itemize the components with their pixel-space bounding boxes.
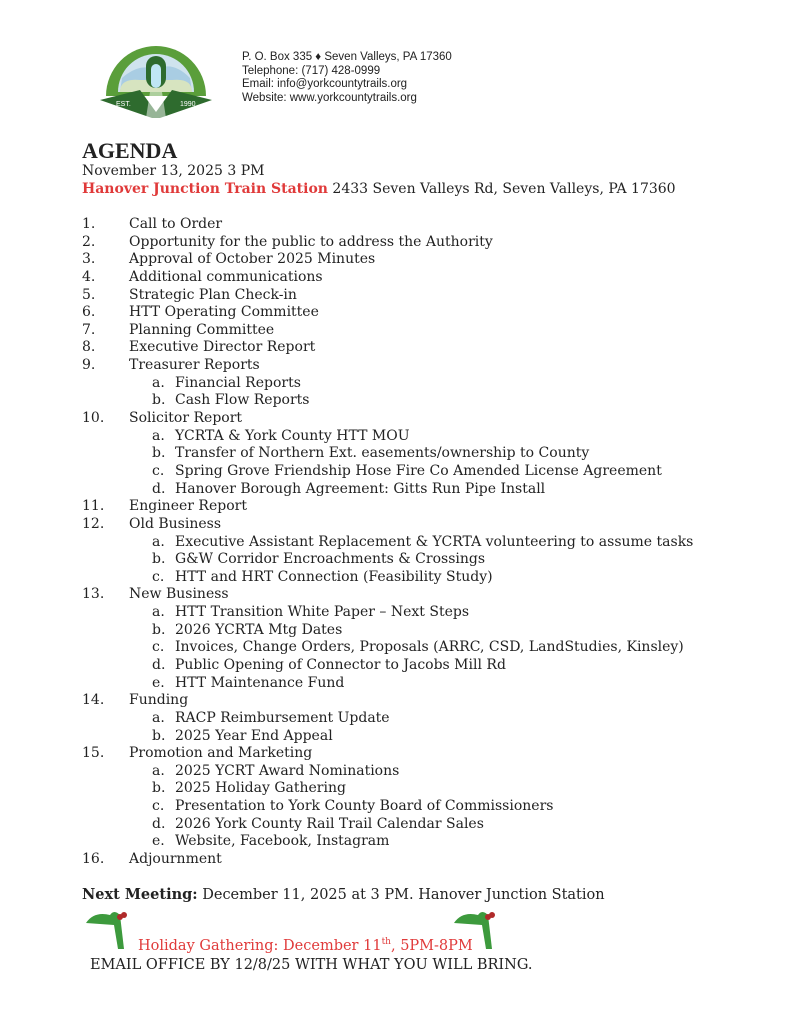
svg-text:EST.: EST. (116, 101, 131, 108)
item-number: 6. (82, 304, 96, 321)
item-text: 2025 Holiday Gathering (175, 780, 346, 797)
item-text: 2026 York County Rail Trail Calendar Sales (175, 815, 484, 832)
item-text: Engineer Report (129, 498, 247, 515)
item-number: c. (152, 639, 165, 656)
item-number: 3. (82, 251, 96, 268)
holiday-gathering (138, 937, 473, 954)
item-text: RACP Reimbursement Update (175, 709, 390, 726)
item-number: b. (152, 780, 166, 797)
york-county-rail-trail-logo (100, 22, 212, 118)
item-number: 16. (82, 851, 105, 868)
item-number: c. (152, 798, 165, 815)
item-number: a. (152, 762, 165, 779)
item-number: b. (152, 727, 166, 744)
holiday-time: , 5PM-8PM (390, 937, 473, 954)
item-number: 15. (82, 745, 105, 762)
item-number: b. (152, 392, 166, 409)
contact-block (242, 51, 452, 105)
item-text: New Business (129, 586, 229, 603)
item-number: c. (152, 462, 165, 479)
meeting-date: November 13, 2025 3 PM (82, 163, 265, 179)
email-note: EMAIL OFFICE BY 12/8/25 WITH WHAT YOU WILL BRING. (90, 957, 533, 973)
item-number: e. (152, 833, 165, 850)
item-text: Transfer of Northern Ext. easements/ownership to County (175, 445, 590, 462)
item-text: G&W Corridor Encroachments & Crossings (175, 551, 486, 568)
item-text: HTT Transition White Paper – Next Steps (175, 604, 470, 621)
item-number: 14. (82, 692, 105, 709)
item-text: Treasurer Reports (129, 357, 260, 374)
item-text: HTT Maintenance Fund (175, 674, 345, 691)
item-number: b. (152, 551, 166, 568)
next-meeting-label: Next Meeting: (82, 886, 198, 903)
item-number: 1. (82, 216, 96, 232)
item-text: Executive Assistant Replacement & YCRTA volunteering to assume tasks (175, 533, 694, 550)
item-text: Website, Facebook, Instagram (175, 833, 390, 850)
holly-icon (84, 907, 134, 949)
item-number: c. (152, 568, 165, 585)
item-text: Financial Reports (175, 374, 301, 391)
page-title: AGENDA (82, 138, 178, 163)
item-text: Planning Committee (129, 321, 275, 338)
item-text: Public Opening of Connector to Jacobs Mill Rd (175, 657, 506, 673)
item-text: Solicitor Report (129, 410, 243, 427)
item-text: 2026 YCRTA Mtg Dates (175, 621, 343, 638)
item-number: 4. (82, 268, 96, 285)
website: Website: www.yorkcountytrails.org (242, 91, 417, 104)
item-number: d. (152, 815, 166, 832)
holiday-sup: th (381, 937, 391, 947)
item-text: HTT Operating Committee (129, 304, 319, 321)
item-text: Call to Order (129, 216, 223, 232)
item-text: Strategic Plan Check-in (129, 286, 297, 303)
item-text: Hanover Borough Agreement: Gitts Run Pipe Install (175, 480, 546, 497)
item-text: Spring Grove Friendship Hose Fire Co Amended License Agreement (175, 462, 662, 479)
email: Email: info@yorkcountytrails.org (242, 78, 408, 90)
item-text: Additional communications (129, 268, 323, 285)
item-number: a. (152, 533, 165, 550)
item-text: Promotion and Marketing (129, 745, 313, 762)
item-number: 5. (82, 286, 96, 303)
item-text: 2025 YCRT Award Nominations (175, 762, 400, 779)
item-number: d. (152, 480, 166, 497)
location-address: 2433 Seven Valleys Rd, Seven Valleys, PA 17360 (327, 181, 676, 197)
item-number: 8. (82, 339, 96, 356)
item-number: e. (152, 674, 165, 691)
item-text: HTT and HRT Connection (Feasibility Study) (175, 568, 493, 585)
item-number: a. (152, 427, 165, 444)
item-text: Presentation to York County Board of Commissioners (175, 798, 554, 815)
item-number: b. (152, 445, 166, 462)
item-number: 13. (82, 586, 105, 603)
item-number: 11. (82, 498, 105, 515)
item-text: Executive Director Report (129, 339, 316, 356)
item-number: 10. (82, 410, 105, 427)
address: P. O. Box 335 ♦ Seven Valleys, PA 17360 (242, 51, 452, 63)
item-text: YCRTA & York County HTT MOU (175, 427, 410, 444)
location-name: Hanover Junction Train Station (82, 181, 328, 197)
item-number: 7. (82, 321, 96, 338)
item-number: 12. (82, 515, 105, 532)
svg-text:1990: 1990 (180, 101, 196, 108)
item-text: Funding (129, 692, 189, 709)
item-number: a. (152, 709, 165, 726)
item-text: Opportunity for the public to address the Authority (129, 233, 493, 250)
next-meeting-text: December 11, 2025 at 3 PM. Hanover Junction Station (197, 887, 605, 903)
item-number: a. (152, 374, 165, 391)
item-text: Adjournment (129, 851, 222, 868)
meeting-location (82, 181, 676, 197)
next-meeting (82, 886, 605, 903)
item-number: b. (152, 621, 166, 638)
item-text: 2025 Year End Appeal (175, 727, 333, 744)
item-text: Old Business (129, 515, 222, 532)
telephone: Telephone: (717) 428-0999 (242, 64, 381, 77)
holiday-text: Holiday Gathering: December 11 (138, 937, 382, 954)
item-number: 2. (82, 233, 96, 250)
item-text: Invoices, Change Orders, Proposals (ARRC, CSD, LandStudies, Kinsley) (175, 639, 684, 656)
item-number: 9. (82, 357, 96, 374)
item-text: Approval of October 2025 Minutes (129, 251, 376, 268)
item-number: a. (152, 604, 165, 621)
item-text: Cash Flow Reports (175, 392, 310, 409)
item-number: d. (152, 657, 166, 673)
